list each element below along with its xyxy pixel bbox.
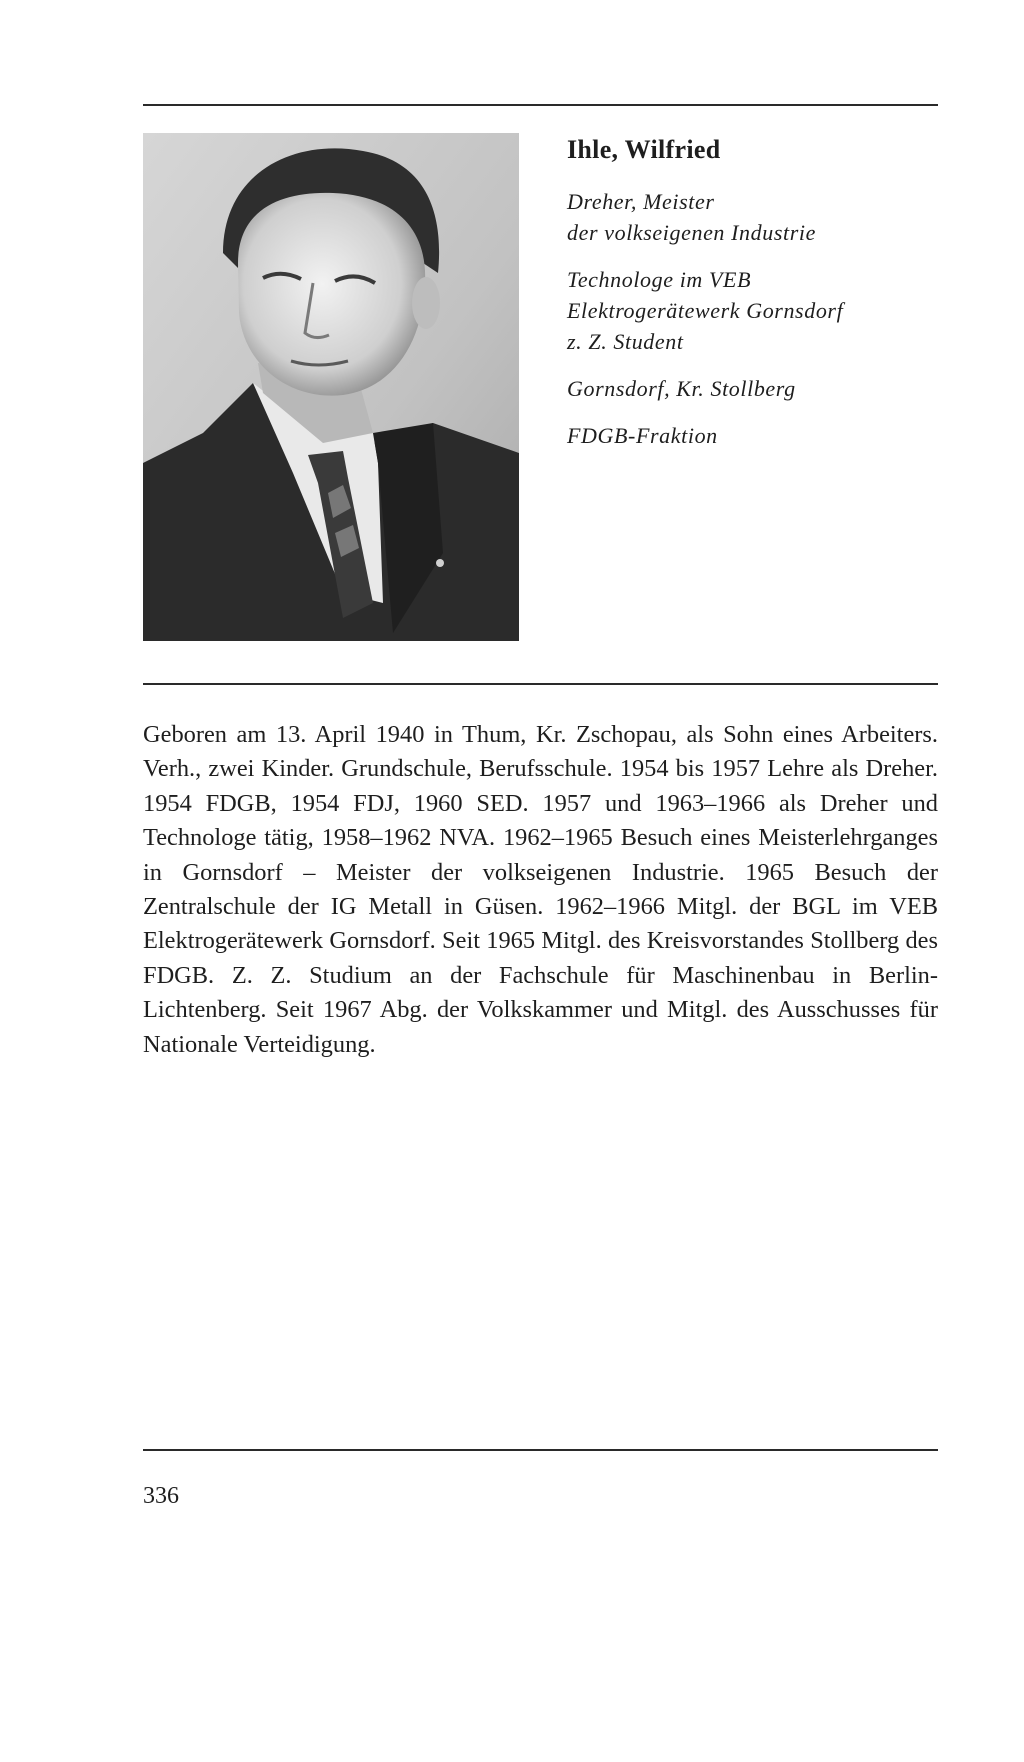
occupation-line: Technologe im VEB (567, 267, 752, 292)
biography-text: Geboren am 13. April 1940 in Thum, Kr. Zschopau, als Sohn eines Arbeiters. Verh., zwei Kinder. Grundschule, Berufsschule. 1954 bis 1957 Lehre als Dreher. 1954 FDGB, 1954 FDJ, 1960 SED. 1957 und 1963–1966 als Dreher und Technologe tätig, 1958–1962 NVA. 1962–1965 Besuch eines Meisterlehrganges in Gornsdorf – Meister der volkseigenen Industrie. 1965 Besuch der Zentralschule der IG Metall in Güsen. 1962–1966 Mitgl. der BGL im VEB Elektrogerätewerk Gornsdorf. Seit 1965 Mitgl. des Kreisvorstandes Stollberg des FDGB. Z. Z. Studium an der Fachschule für Maschinenbau in Berlin-Lichtenberg. Seit 1967 Abg. der Volkskammer und Mitgl. des Ausschusses für Nationale Verteidigung. (143, 721, 938, 1058)
faction (567, 420, 947, 451)
profession (567, 186, 947, 248)
occupation-line: Elektrogerätewerk Gornsdorf (567, 298, 844, 323)
occupation (567, 264, 947, 357)
page-number: 336 (143, 1483, 179, 1509)
bottom-rule (143, 1449, 938, 1451)
person-info (567, 132, 947, 467)
faction-line: FDGB-Fraktion (567, 423, 718, 448)
portrait-photo (143, 133, 519, 641)
occupation-line: z. Z. Student (567, 329, 684, 354)
residence (567, 373, 947, 404)
profession-line: Dreher, Meister (567, 189, 715, 214)
profession-line: der volkseigenen Industrie (567, 220, 816, 245)
top-rule (143, 104, 938, 106)
residence-line: Gornsdorf, Kr. Stollberg (567, 376, 796, 401)
person-name: Ihle, Wilfried (567, 135, 721, 164)
middle-rule (143, 683, 938, 685)
